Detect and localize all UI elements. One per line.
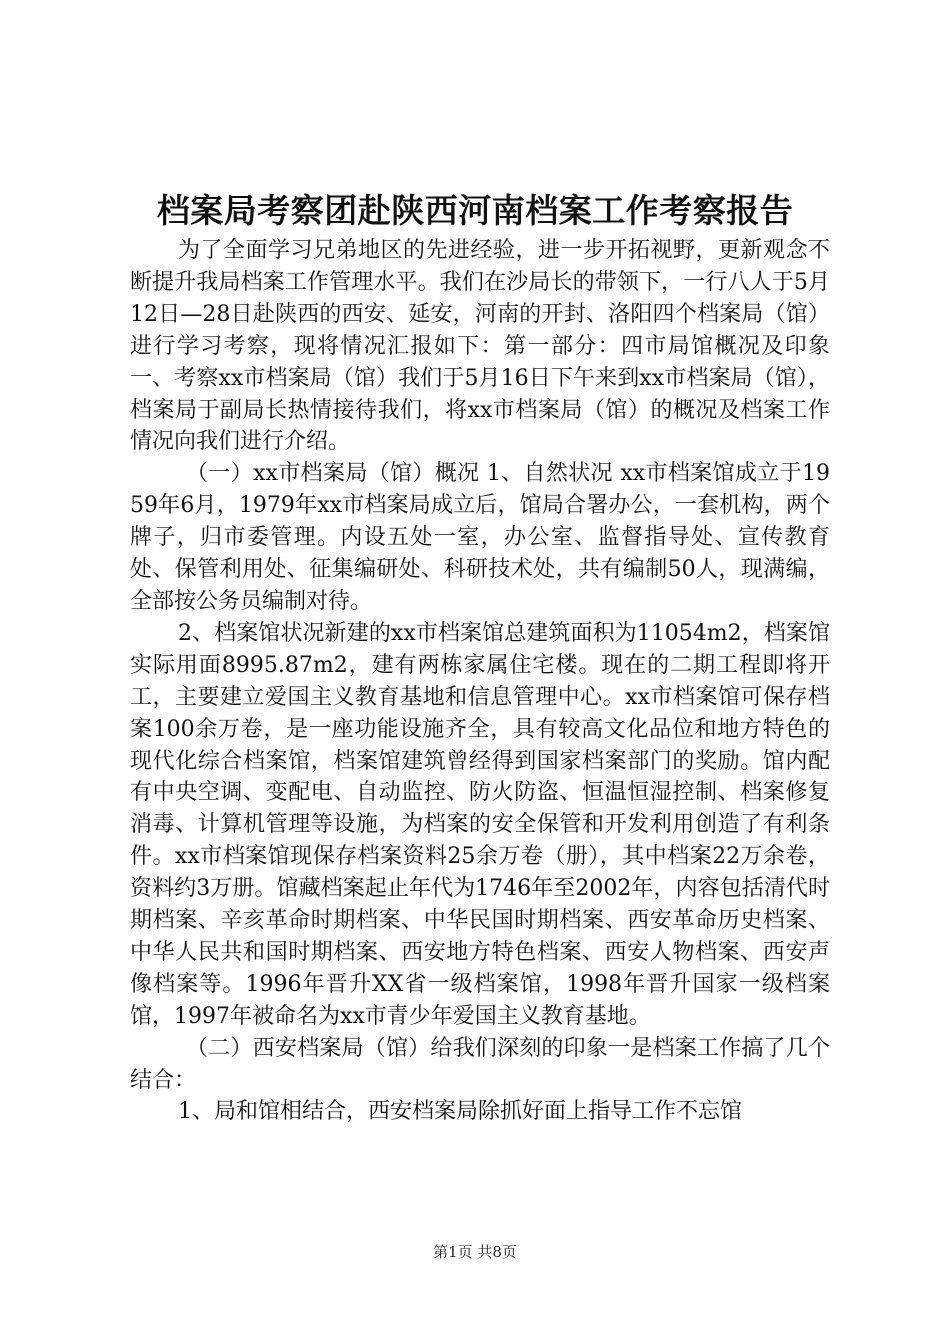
document-title: 档案局考察团赴陕西河南档案工作考察报告 — [156, 191, 794, 230]
document-body — [130, 235, 830, 1128]
paragraph-combination: 1、局和馆相结合，西安档案局除抓好面上指导工作不忘馆 — [178, 1099, 742, 1125]
page-number-footer: 第1页 共8页 — [433, 1243, 517, 1261]
paragraph-overview: （一）xx市档案局（馆）概况 1、自然状况 xx市档案馆成立于1959年6月，1979年xx市档案局成立后，馆局合署办公，一套机构，两个牌子，归市委管理。内设五处一室，办公室、监督指导处、宣传教育处、保管利用处、征集编研处、科研技术处，共有编制50人，现满编，全部按公务员编制对待。 — [130, 461, 830, 614]
paragraph-archive-status: 2、档案馆状况新建的xx市档案馆总建筑面积为11054m2，档案馆实际用面8995.87m2，建有两栋家属住宅楼。现在的二期工程即将开工，主要建立爱国主义教育基地和信息管理中心。xx市档案馆可保存档案100余万卷，是一座功能设施齐全，具有较高文化品位和地方特色的现代化综合档案馆，档案馆建筑曾经得到国家档案部门的奖励。馆内配有中央空调、变配电、自动监控、防火防盗、恒温恒湿控制、档案修复消毒、计算机管理等设施，为档案的安全保管和开发利用创造了有利条件。xx市档案馆现保存档案资料25余万卷（册），其中档案22万余卷，资料约3万册。馆藏档案起止年代为1746年至2002年，内容包括清代时期档案、辛亥革命时期档案、中华民国时期档案、西安革命历史档案、中华人民共和国时期档案、西安地方特色档案、西安人物档案、西安声像档案等。1996年晋升XX省一级档案馆，1998年晋升国家一级档案馆，1997年被命名为xx市青少年爱国主义教育基地。 — [130, 620, 830, 1029]
paragraph-impression: （二）西安档案局（馆）给我们深刻的印象一是档案工作搞了几个结合： — [130, 1035, 830, 1093]
paragraph-intro: 为了全面学习兄弟地区的先进经验，进一步开拓视野，更新观念不断提升我局档案工作管理水平。我们在沙局长的带领下，一行八人于5月12日—28日赴陕西的西安、延安，河南的开封、洛阳四个档案局（馆）进行学习考察，现将情况汇报如下：第一部分：四市局馆概况及印象一、考察xx市档案局（馆）我们于5月16日下午来到xx市档案局（馆），档案局于副局长热情接待我们，将xx市档案局（馆）的概况及档案工作情况向我们进行介绍。 — [130, 238, 830, 455]
